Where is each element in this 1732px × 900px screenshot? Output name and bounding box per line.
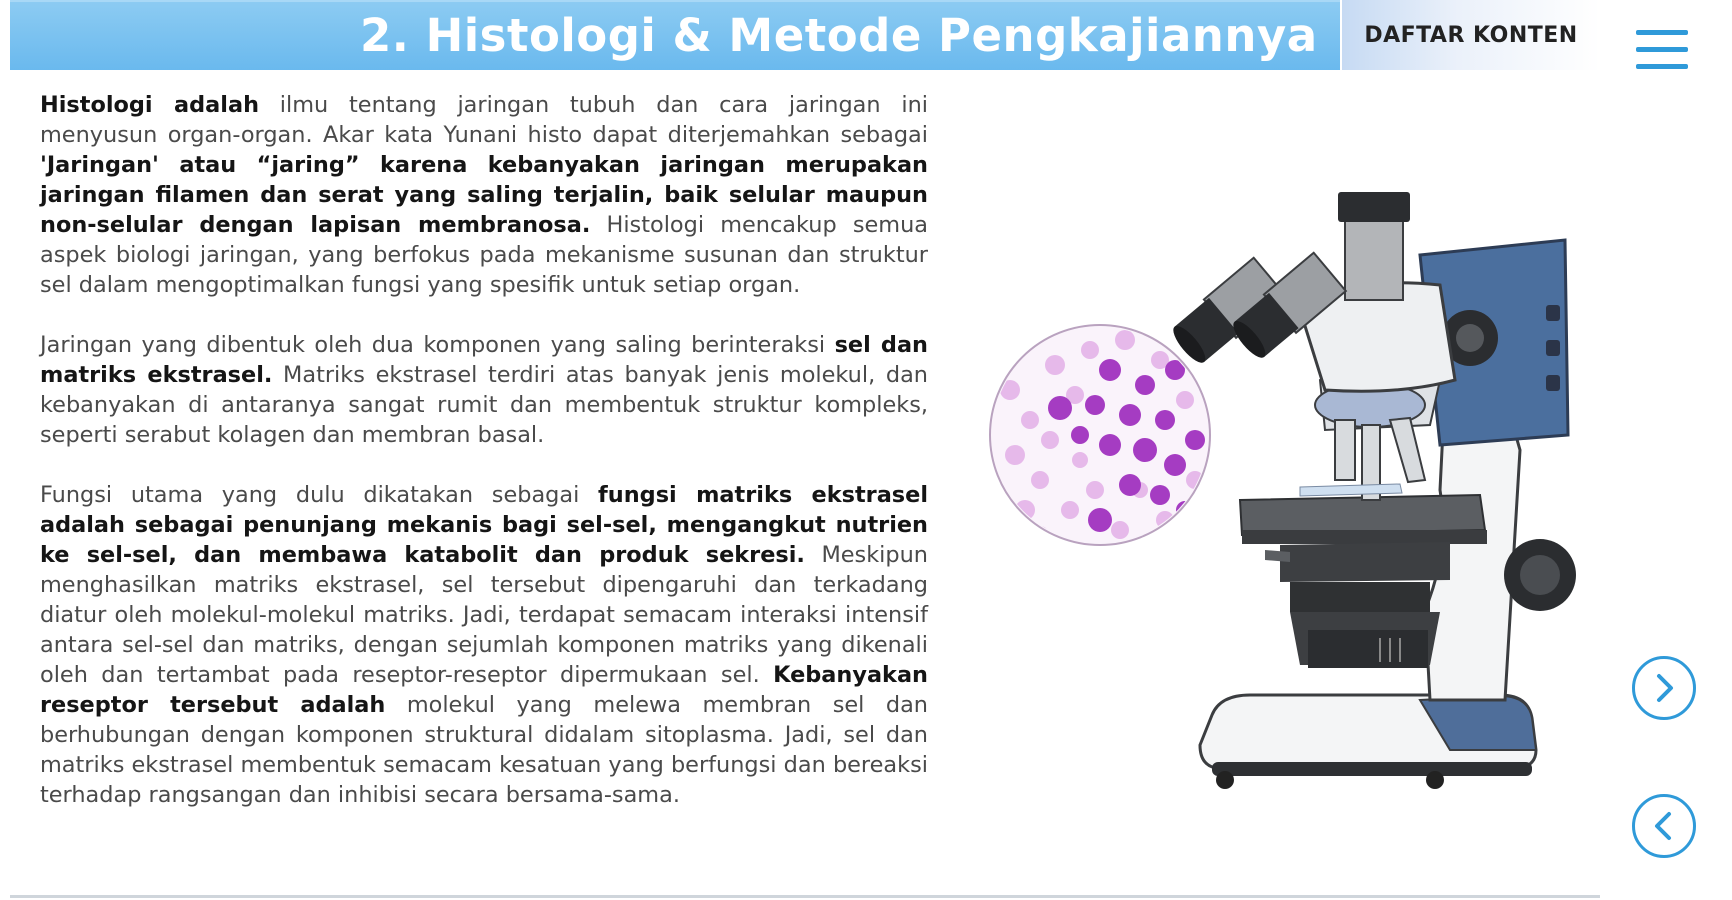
footer-divider — [10, 895, 1600, 898]
chevron-left-icon — [1635, 797, 1693, 855]
text-run: ilmu tentang jaringan tubuh dan cara jaringan ini menyusun organ-organ. Akar kata Yunani histo dapat diterjemahkan sebagai — [40, 92, 928, 148]
paragraph-2 — [40, 330, 928, 450]
text-run: fungsi matriks ekstrasel adalah sebagai penunjang mekanis bagi sel-sel, mengangkut nutrien ke sel-sel, dan membawa katabolit dan produk sekresi. — [40, 482, 928, 568]
text-run: 'Jaringan' atau “jaring” karena kebanyakan jaringan merupakan jaringan filamen dan serat yang saling terjalin, baik selular maupun non-selular dengan lapisan membranosa. — [40, 152, 928, 238]
illustration — [980, 190, 1600, 834]
paragraph-1 — [40, 90, 928, 300]
microscope-icon — [1167, 192, 1576, 789]
page-title: 2. Histologi & Metode Pengkajiannya — [360, 9, 1318, 62]
text-run: Matriks ekstrasel terdiri atas banyak jenis molekul, dan kebanyakan di antaranya sangat rumit dan membentuk struktur kompleks, seperti serabut kolagen dan membran basal. — [40, 362, 928, 448]
text-run: Histologi adalah — [40, 92, 260, 118]
hamburger-icon[interactable] — [1636, 30, 1688, 72]
text-run: sel dan matriks ekstrasel. — [40, 332, 928, 388]
blood-cell-sample-icon — [990, 325, 1210, 545]
next-page-button[interactable] — [1632, 656, 1696, 720]
header-bar — [10, 0, 1340, 70]
menu-line — [1636, 30, 1688, 35]
menu-line — [1636, 47, 1688, 52]
menu-line — [1636, 64, 1688, 69]
text-run: Meskipun menghasilkan matriks ekstrasel, sel tersebut dipengaruhi dan terkadang diatur oleh molekul-molekul matriks. Jadi, terdapat semacam interaksi intensif antara sel-sel dan matriks, dengan sejumlah komponen matriks yang dikenali oleh dan tertambat pada reseptor-reseptor dipermukaan sel. — [40, 542, 928, 688]
text-run: Kebanyakan reseptor tersebut adalah — [40, 662, 928, 718]
paragraph-3 — [40, 480, 928, 810]
table-of-contents-button[interactable] — [1342, 0, 1600, 70]
chevron-right-icon — [1635, 659, 1693, 717]
text-run: Jaringan yang dibentuk oleh dua komponen yang saling berinteraksi — [40, 332, 835, 358]
table-of-contents-label: DAFTAR KONTEN — [1364, 22, 1578, 48]
text-run: Fungsi utama yang dulu dikatakan sebagai — [40, 482, 599, 508]
text-run: molekul yang melewa membran sel dan berhubungan dengan komponen struktural didalam sitoplasma. Jadi, sel dan matriks ekstrasel membentuk semacam kesatuan yang berfungsi dan bereaksi terhadap rangsangan dan inhibisi secara bersama-sama. — [40, 692, 928, 808]
text-run: Histologi mencakup semua aspek biologi jaringan, yang berfokus pada mekanisme susunan dan struktur sel dalam mengoptimalkan fungsi yang spesifik untuk setiap organ. — [40, 212, 928, 298]
article-body — [40, 90, 928, 840]
previous-page-button[interactable] — [1632, 794, 1696, 858]
microscope-illustration — [980, 190, 1600, 830]
